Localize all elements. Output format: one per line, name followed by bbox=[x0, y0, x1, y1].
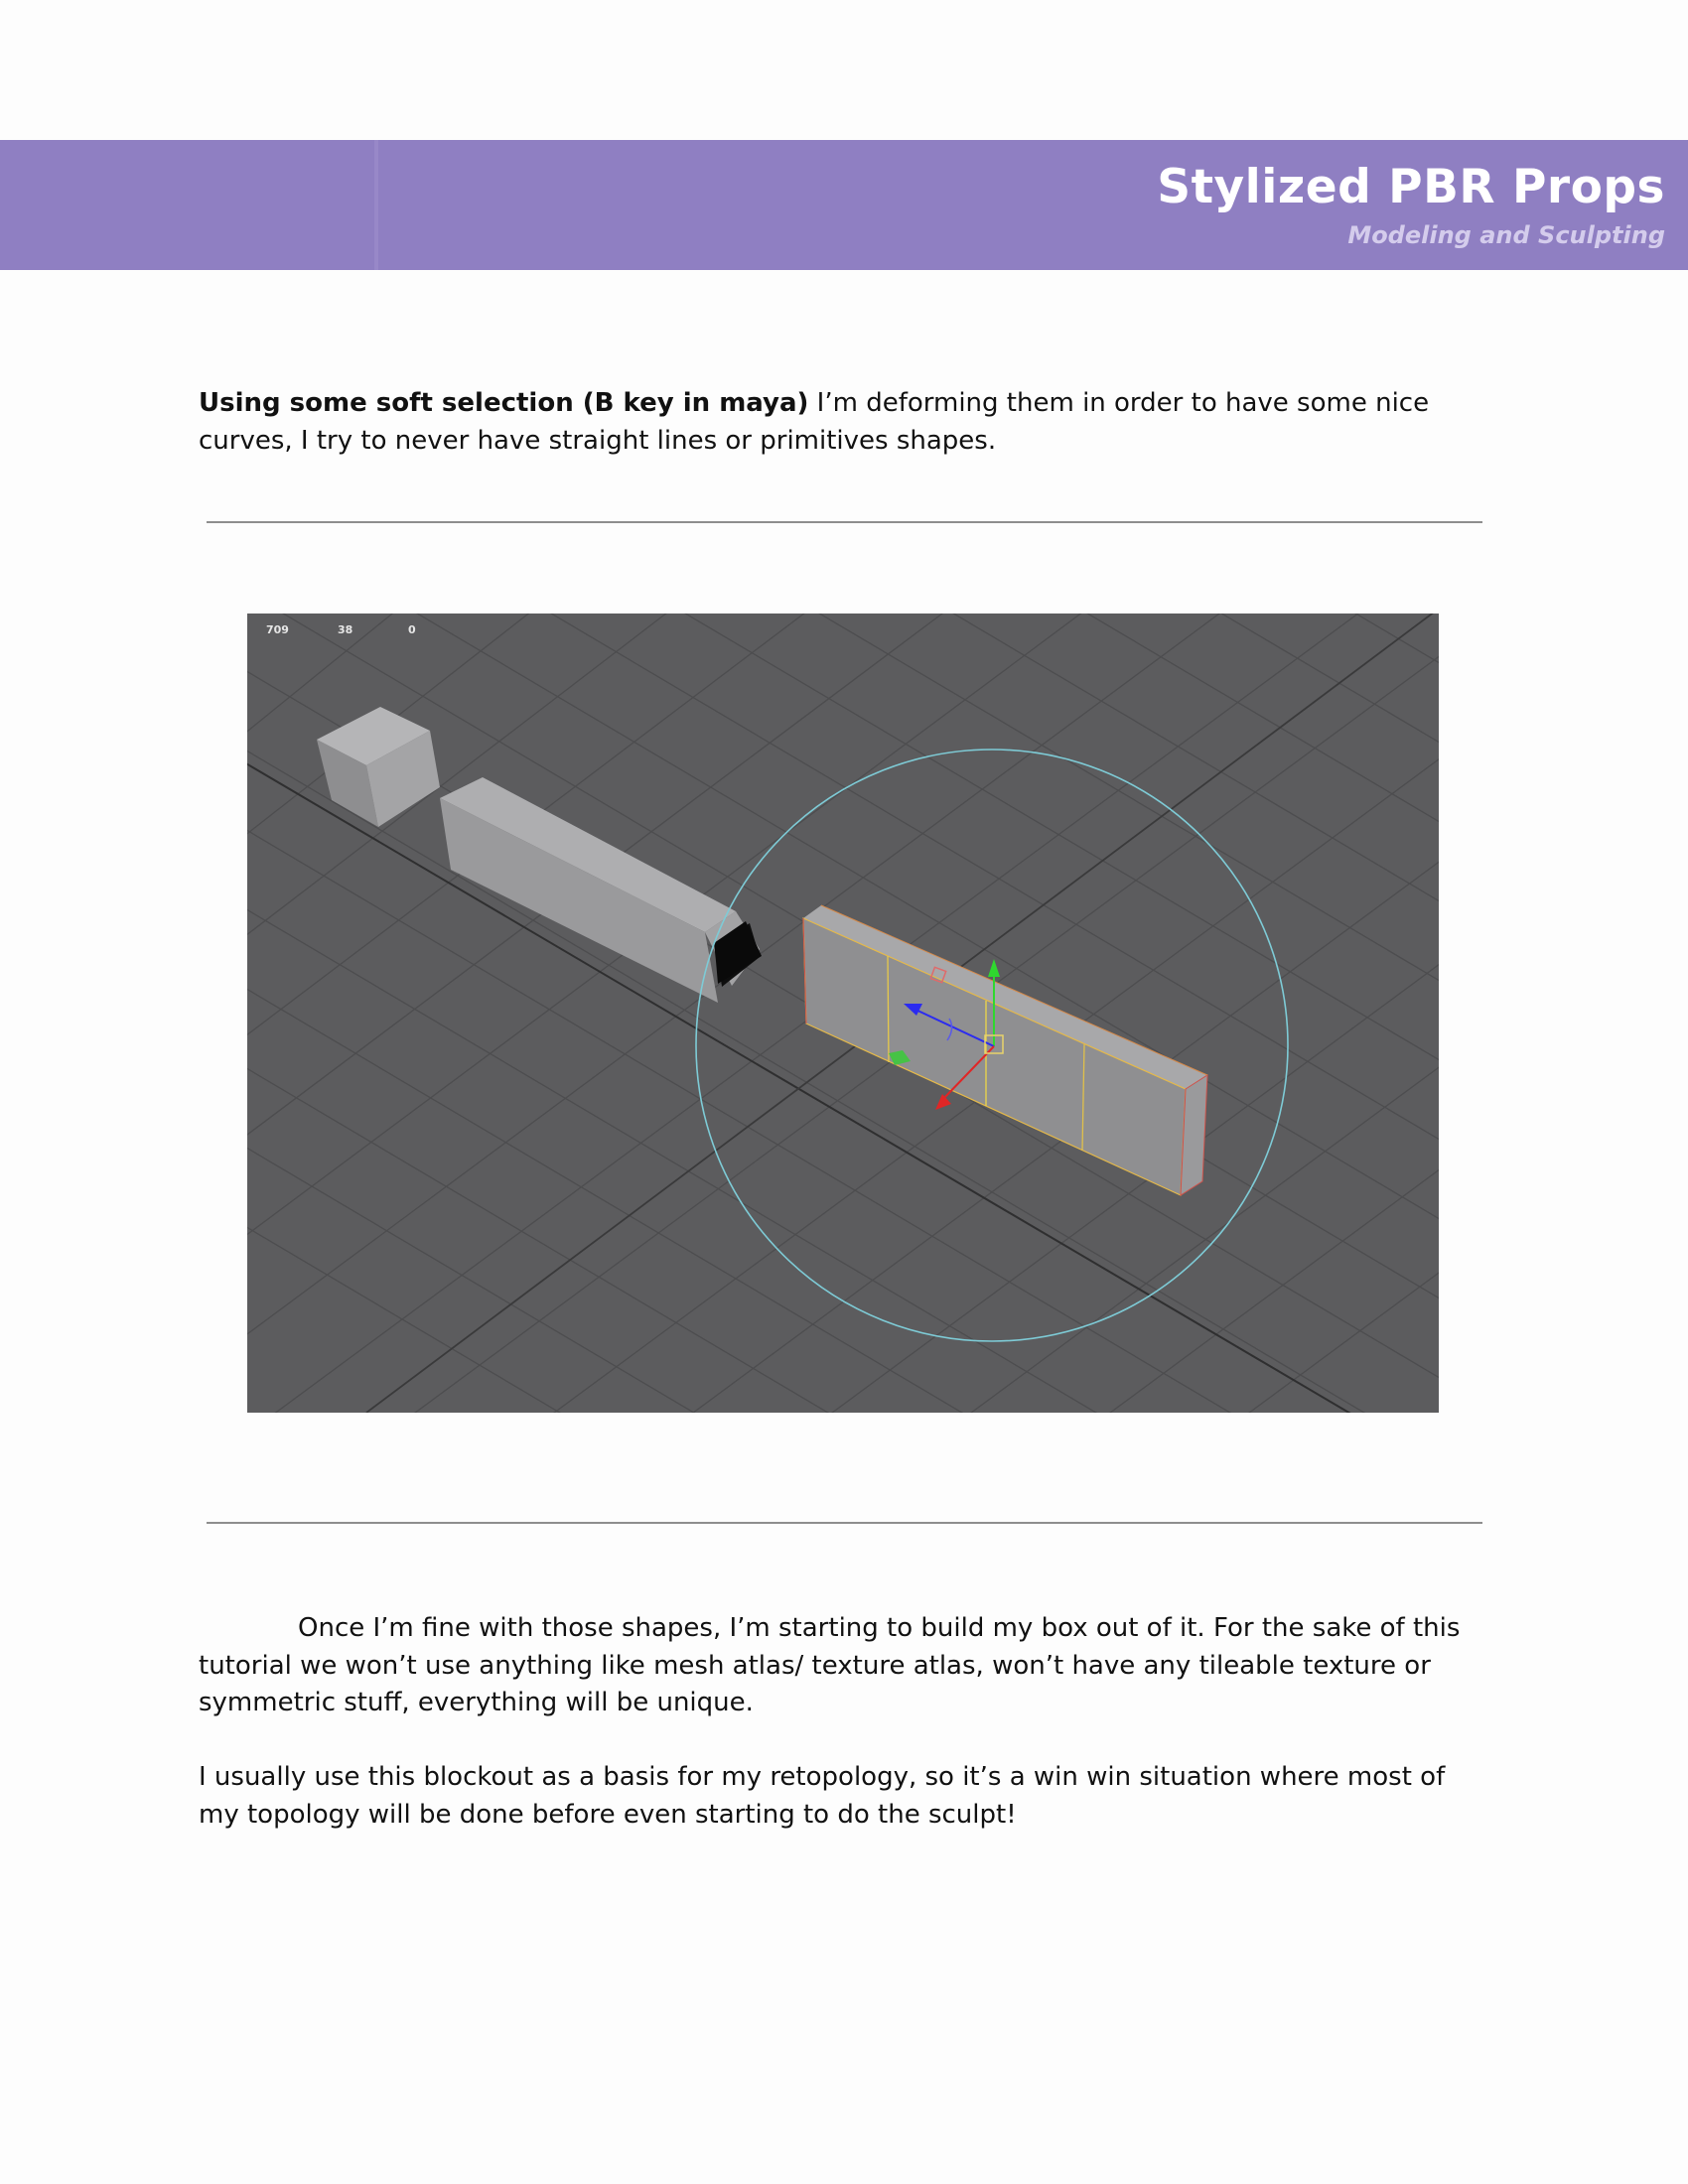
selected-plank bbox=[803, 905, 1207, 1195]
body-paragraph-1 bbox=[199, 1610, 1489, 1722]
intro-text: I’m deforming them in order to have some nice curves, I try to never have straight lines or primitives shapes. bbox=[199, 388, 1430, 456]
page-subtitle: Modeling and Sculpting bbox=[1347, 221, 1665, 249]
hud-value-3: 0 bbox=[408, 623, 416, 636]
hud-value-2: 38 bbox=[338, 623, 353, 636]
divider-top bbox=[207, 521, 1482, 523]
intro-bold-lead: Using some soft selection (B key in maya) bbox=[199, 388, 809, 418]
body-paragraph-2: I usually use this blockout as a basis for my retopology, so it’s a win win situation where most of my topology will be done before even starting to do the sculpt! bbox=[199, 1762, 1446, 1830]
header-banner bbox=[0, 140, 1688, 270]
grid-axis-x bbox=[247, 752, 1439, 1413]
page-title: Stylized PBR Props bbox=[1157, 160, 1665, 214]
hud-value-1: 709 bbox=[266, 623, 289, 636]
banner-divider bbox=[374, 140, 378, 270]
divider-bottom bbox=[207, 1522, 1482, 1524]
maya-viewport-screenshot bbox=[247, 614, 1439, 1413]
long-plank bbox=[440, 777, 762, 1003]
viewport-scene bbox=[247, 614, 1439, 1413]
intro-paragraph bbox=[199, 385, 1489, 460]
small-cube bbox=[317, 707, 440, 827]
body-paragraph-1-text: Once I’m fine with those shapes, I’m starting to build my box out of it. For the sake of this tutorial we won’t use anything like mesh atlas/ texture atlas, won’t have any tileable texture or symmetric stuff, everything will be unique. bbox=[199, 1613, 1461, 1717]
